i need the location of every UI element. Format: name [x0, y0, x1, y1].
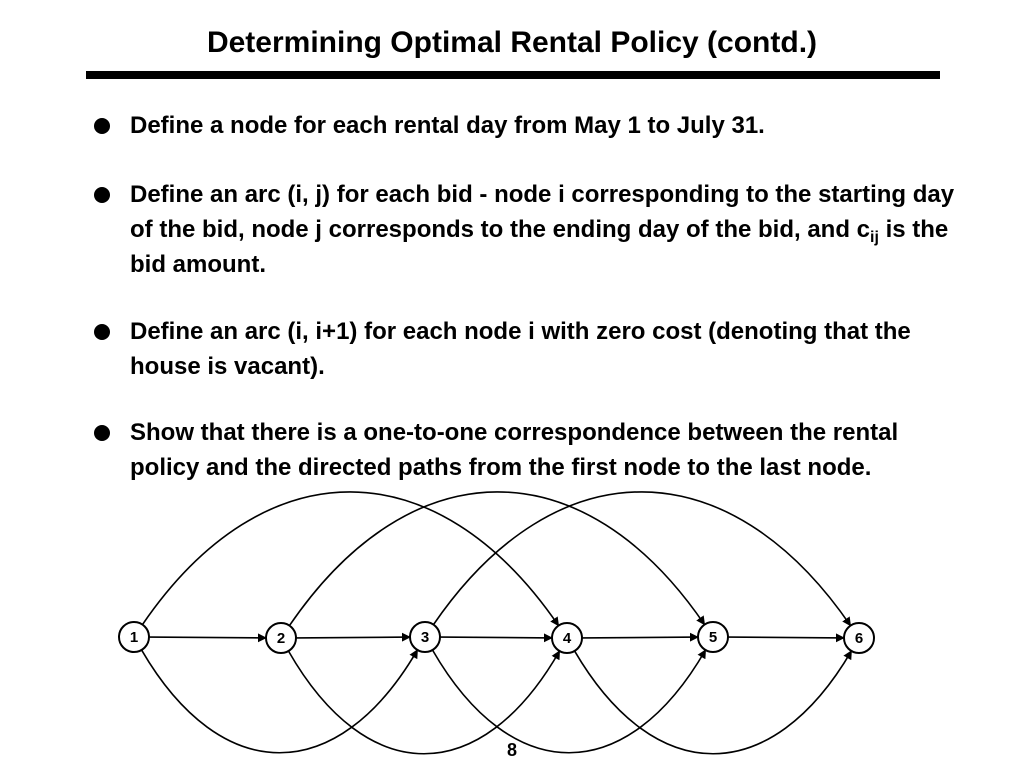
- bullet-text: Define an arc (i, i+1) for each node i with zero cost (denoting that the house is vacant).: [130, 318, 911, 380]
- arc-1-3: [142, 650, 418, 753]
- arc-4-6: [575, 651, 852, 754]
- bullet-text: Define an arc (i, j) for each bid - node i corresponding to the starting day of the bid, node j corresponds to the ending day of the bid, and c: [130, 181, 955, 243]
- bullet-text: Show that there is a one-to-one correspondence between the rental policy and the directed paths from the first node to the last node.: [130, 419, 899, 481]
- node-label: 3: [420, 629, 430, 646]
- arc-1-2: [149, 637, 266, 638]
- node-label: 5: [708, 629, 718, 646]
- bullet-text: Define a node for each rental day from May 1 to July 31.: [130, 112, 765, 139]
- node-5: [698, 622, 728, 652]
- slide-title: Determining Optimal Rental Policy (contd.): [206, 26, 818, 59]
- arc-3-4: [440, 637, 552, 638]
- arc-3-6: [433, 492, 850, 626]
- arc-2-4: [288, 651, 559, 754]
- node-label: 2: [276, 630, 286, 647]
- node-label: 4: [562, 630, 572, 647]
- arc-4-5: [582, 637, 698, 638]
- node-4: [552, 623, 582, 653]
- arc-2-5: [289, 492, 704, 626]
- arc-2-3: [296, 637, 410, 638]
- node-6: [844, 623, 874, 653]
- node-1: [119, 622, 149, 652]
- node-label: 6: [854, 630, 864, 647]
- arc-3-5: [432, 650, 705, 753]
- bullet-subscript: ij: [870, 229, 879, 246]
- arc-1-4: [142, 492, 558, 626]
- page-number: 8: [506, 740, 517, 760]
- node-2: [266, 623, 296, 653]
- bullet-text-continued: is the bid amount.: [130, 216, 949, 278]
- arc-5-6: [728, 637, 844, 638]
- arc-layer: [142, 492, 852, 754]
- node-label: 1: [129, 629, 139, 646]
- node-3: [410, 622, 440, 652]
